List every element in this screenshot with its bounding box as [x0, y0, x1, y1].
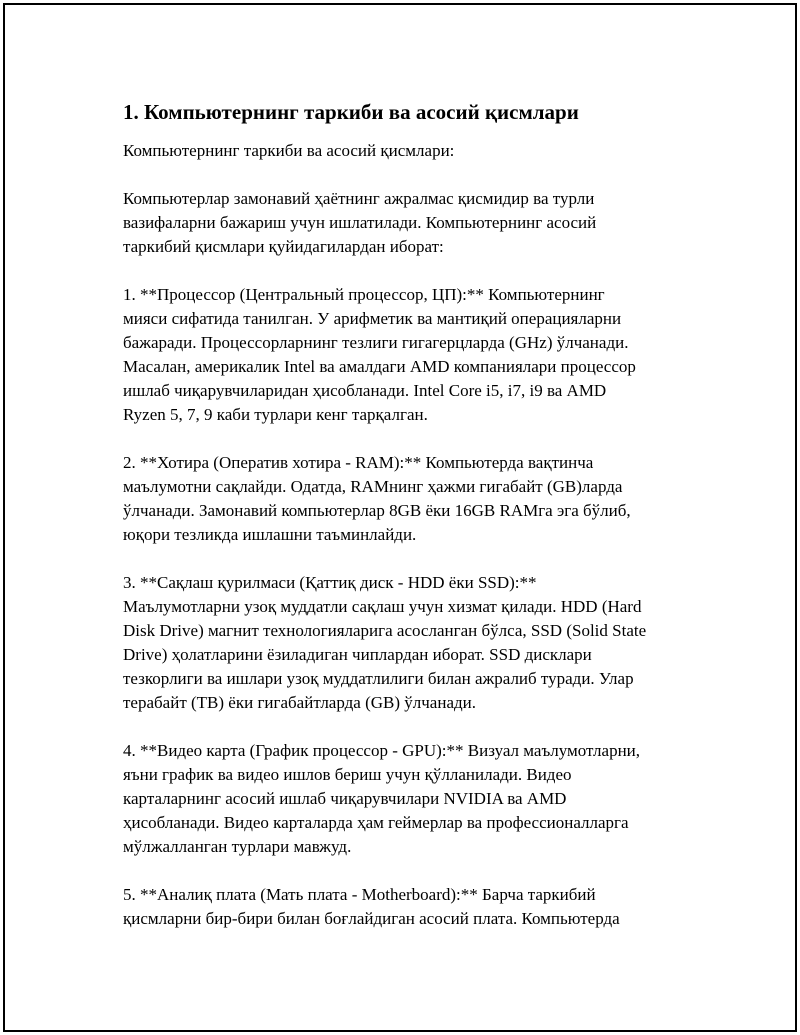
text-line: 4. **Видео карта (График процессор - GPU):** Визуал маълумотларни,	[123, 741, 641, 760]
text-line: ишлаб чиқарувчиларидан ҳисобланади. Intel Core i5, i7, i9 ва AMD	[123, 381, 607, 400]
text-line: Компьютерлар замонавий ҳаётнинг ажралмас қисмидир ва турли	[123, 189, 595, 208]
text-line: тезкорлиги ва ишлари узоқ муддатлилиги билан ажралиб туради. Улар	[123, 669, 634, 688]
text-line: маълумотни сақлайди. Одатда, RAMнинг ҳажми гигабайт (GB)ларда	[123, 477, 623, 496]
text-line: мўлжалланган турлари мавжуд.	[123, 837, 352, 856]
text-line: терабайт (TB) ёки гигабайтларда (GB) ўлчанади.	[123, 693, 476, 712]
text-line: 5. **Аналиқ плата (Мать плата - Motherboard):** Барча таркибий	[123, 885, 596, 904]
text-line: бажаради. Процессорларнинг тезлиги гигагерцларда (GHz) ўлчанади.	[123, 333, 629, 352]
text-line: таркибий қисмлари қуйидагилардан иборат:	[123, 237, 444, 256]
text-line: вазифаларни бажариш учун ишлатилади. Компьютернинг асосий	[123, 213, 597, 232]
paragraph	[123, 283, 723, 427]
paragraph	[123, 739, 723, 859]
page-frame	[3, 3, 797, 1032]
text-line: Disk Drive) магнит технологияларига асосланган бўлса, SSD (Solid State	[123, 621, 647, 640]
page-title: 1. Компьютернинг таркиби ва асосий қисмлари	[123, 100, 579, 124]
text-line: Drive) ҳолатларини ёзиладиган чиплардан иборат. SSD дисклари	[123, 645, 592, 664]
text-line: Ryzen 5, 7, 9 каби турлари кенг тарқалган.	[123, 405, 428, 424]
text-line: Масалан, америкалик Intel ва амалдаги AMD компаниялари процессор	[123, 357, 636, 376]
intro-line: Компьютернинг таркиби ва асосий қисмлари:	[123, 141, 455, 160]
paragraph	[123, 571, 723, 715]
text-line: қисмларни бир-бири билан боғлайдиган асосий плата. Компьютерда	[123, 909, 620, 928]
paragraph-list	[123, 187, 723, 931]
text-line: ҳисобланади. Видео карталарда ҳам геймерлар ва профессионалларга	[123, 813, 629, 832]
text-line: ўлчанади. Замонавий компьютерлар 8GB ёки 16GB RAMга эга бўлиб,	[123, 501, 631, 520]
text-line: Маълумотларни узоқ муддатли сақлаш учун хизмат қилади. HDD (Hard	[123, 597, 642, 616]
text-line: карталарнинг асосий ишлаб чиқарувчилари NVIDIA ва AMD	[123, 789, 567, 808]
paragraph	[123, 451, 723, 547]
document-body	[123, 99, 723, 931]
paragraph	[123, 187, 723, 259]
paragraph	[123, 883, 723, 931]
text-line: юқори тезликда ишлашни таъминлайди.	[123, 525, 417, 544]
text-line: 1. **Процессор (Центральный процессор, ЦП):** Компьютернинг	[123, 285, 605, 304]
text-line: 3. **Сақлаш қурилмаси (Қаттиқ диск - HDD ёки SSD):**	[123, 573, 537, 592]
text-line: яъни график ва видео ишлов бериш учун қўлланилади. Видео	[123, 765, 572, 784]
text-line: 2. **Хотира (Оператив хотира - RAM):** Компьютерда вақтинча	[123, 453, 594, 472]
text-line: мияси сифатида танилган. У арифметик ва мантиқий операцияларни	[123, 309, 622, 328]
